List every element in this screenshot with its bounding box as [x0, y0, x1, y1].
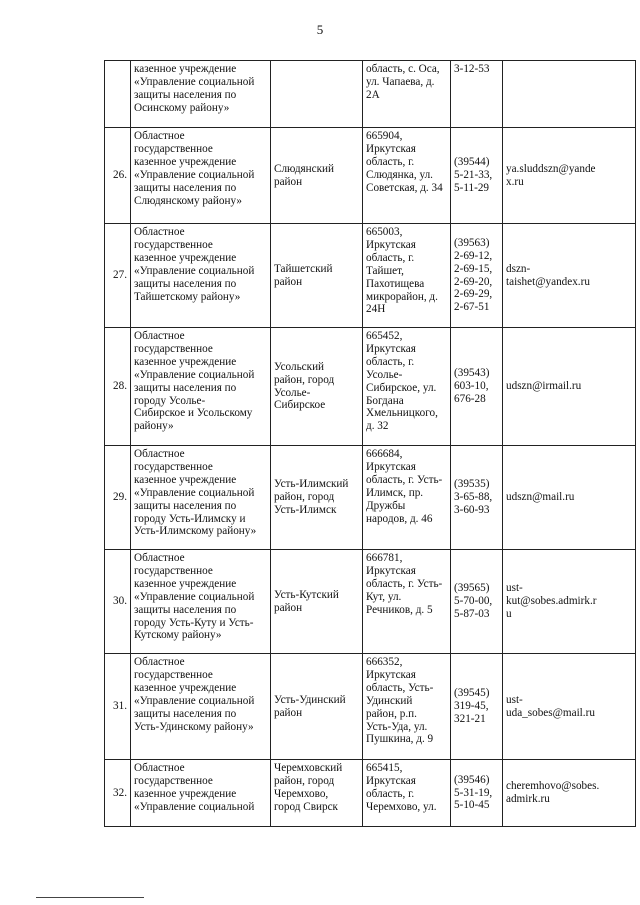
- row-number: 32.: [105, 760, 131, 827]
- table-row: [105, 328, 636, 446]
- row-number: 26.: [105, 128, 131, 224]
- row-number: [105, 61, 131, 128]
- email: dszn- taishet@yandex.ru: [503, 224, 636, 328]
- phone: 3-12-53: [451, 61, 503, 128]
- service-area: Усть-Кутский район: [271, 550, 363, 654]
- page-number: 5: [316, 22, 324, 37]
- footnote-separator: [36, 897, 144, 898]
- phone: (39545) 319-45, 321-21: [451, 654, 503, 760]
- phone: (39565) 5-70-00, 5-87-03: [451, 550, 503, 654]
- email: ya.sluddszn@yande x.ru: [503, 128, 636, 224]
- table-row: [105, 128, 636, 224]
- institution-name: Областное государственное казенное учреждение «Управление социальной защиты населения по городу Усть-Илимску и Усть-Илимскому району»: [131, 446, 271, 550]
- email: [503, 61, 636, 128]
- phone: (39543) 603-10, 676-28: [451, 328, 503, 446]
- phone: (39535) 3-65-88, 3-60-93: [451, 446, 503, 550]
- phone: (39546) 5-31-19, 5-10-45: [451, 760, 503, 827]
- table-row: [105, 446, 636, 550]
- address: 665415, Иркутская область, г. Черемхово, ул.: [363, 760, 451, 827]
- institution-name: Областное государственное казенное учреждение «Управление социальной защиты населения по городу Усть-Куту и Усть- Кутскому району»: [131, 550, 271, 654]
- email: udszn@irmail.ru: [503, 328, 636, 446]
- service-area: Слюдянский район: [271, 128, 363, 224]
- institutions-table: [104, 60, 636, 827]
- email: ust- kut@sobes.admirk.r u: [503, 550, 636, 654]
- institution-name: Областное государственное казенное учреждение «Управление социальной защиты населения по Усть-Удинскому району»: [131, 654, 271, 760]
- service-area: [271, 61, 363, 128]
- institution-name: Областное государственное казенное учреждение «Управление социальной защиты населения по Слюдянскому району»: [131, 128, 271, 224]
- row-number: 30.: [105, 550, 131, 654]
- service-area: Усть-Илимский район, город Усть-Илимск: [271, 446, 363, 550]
- institution-name: Областное государственное казенное учреждение «Управление социальной защиты населения по Тайшетскому району»: [131, 224, 271, 328]
- service-area: Усть-Удинский район: [271, 654, 363, 760]
- email: udszn@mail.ru: [503, 446, 636, 550]
- table-row: [105, 224, 636, 328]
- institution-name: казенное учреждение «Управление социальной защиты населения по Осинскому району»: [131, 61, 271, 128]
- address: область, с. Оса, ул. Чапаева, д. 2А: [363, 61, 451, 128]
- service-area: Черемховский район, город Черемхово, город Свирск: [271, 760, 363, 827]
- row-number: 28.: [105, 328, 131, 446]
- row-number: 29.: [105, 446, 131, 550]
- service-area: Тайшетский район: [271, 224, 363, 328]
- address: 665904, Иркутская область, г. Слюдянка, ул. Советская, д. 34: [363, 128, 451, 224]
- address: 665452, Иркутская область, г. Усолье- Сибирское, ул. Богдана Хмельницкого, д. 32: [363, 328, 451, 446]
- phone: (39563) 2-69-12, 2-69-15, 2-69-20, 2-69-29, 2-67-51: [451, 224, 503, 328]
- institution-name: Областное государственное казенное учреждение «Управление социальной: [131, 760, 271, 827]
- address: 666684, Иркутская область, г. Усть- Илимск, пр. Дружбы народов, д. 46: [363, 446, 451, 550]
- row-number: 27.: [105, 224, 131, 328]
- institution-name: Областное государственное казенное учреждение «Управление социальной защиты населения по городу Усолье- Сибирское и Усольскому району»: [131, 328, 271, 446]
- table-row: [105, 654, 636, 760]
- table-row: [105, 760, 636, 827]
- table-row: [105, 550, 636, 654]
- table-row: [105, 61, 636, 128]
- row-number: 31.: [105, 654, 131, 760]
- email: ust- uda_sobes@mail.ru: [503, 654, 636, 760]
- address: 666352, Иркутская область, Усть- Удинский район, р.п. Усть-Уда, ул. Пушкина, д. 9: [363, 654, 451, 760]
- email: cheremhovo@sobes. admirk.ru: [503, 760, 636, 827]
- address: 666781, Иркутская область, г. Усть- Кут, ул. Речников, д. 5: [363, 550, 451, 654]
- address: 665003, Иркутская область, г. Тайшет, Пахотищева микрорайон, д. 24Н: [363, 224, 451, 328]
- service-area: Усольский район, город Усолье- Сибирское: [271, 328, 363, 446]
- phone: (39544) 5-21-33, 5-11-29: [451, 128, 503, 224]
